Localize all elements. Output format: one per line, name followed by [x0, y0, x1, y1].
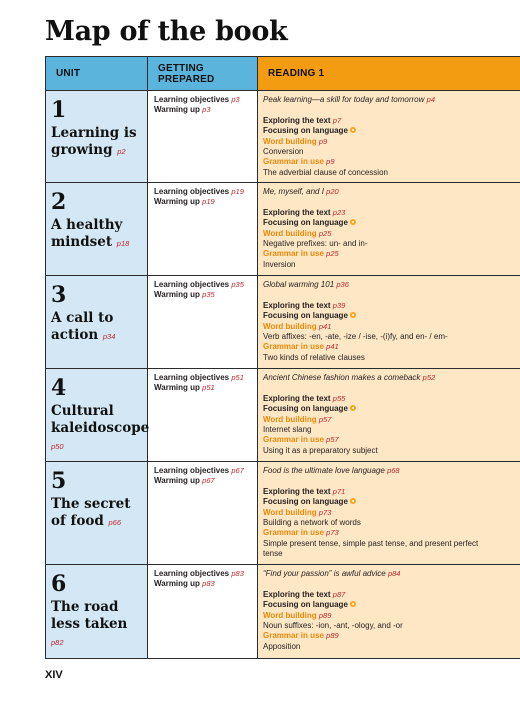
spacer	[263, 476, 517, 486]
reading-title: Me, myself, and I	[263, 187, 324, 196]
unit-cell	[46, 462, 148, 565]
header-reading-1: READING 1	[258, 57, 520, 91]
page-title: Map of the book	[45, 16, 288, 47]
reading-title-line	[263, 95, 517, 105]
grammar-page-ref: p9	[326, 157, 335, 167]
lo-page-ref: p35	[231, 280, 244, 289]
word-building-line	[263, 322, 517, 332]
unit-title-text: A call to action	[51, 310, 114, 343]
learning-objectives-label: Learning objectives	[154, 569, 230, 578]
learning-objectives-label: Learning objectives	[154, 187, 230, 196]
warming-up-line	[154, 476, 253, 486]
focusing-language-label: Focusing on language	[263, 218, 348, 228]
reading-page-ref: p36	[336, 280, 349, 289]
learning-objectives-line	[154, 280, 253, 290]
reading-page-ref: p4	[426, 95, 435, 104]
word-page-ref: p25	[318, 228, 332, 238]
reading-title-line	[263, 280, 517, 290]
focusing-language-line	[263, 218, 517, 228]
word-page-ref: p41	[318, 321, 332, 331]
unit-row	[46, 462, 520, 565]
reading-title: Food is the ultimate love language	[263, 466, 385, 475]
reading-cell	[258, 369, 520, 462]
unit-title	[51, 217, 143, 252]
table-header-row	[46, 57, 520, 91]
unit-number: 6	[51, 571, 67, 597]
word-building-item: Noun suffixes: -ion, -ant, -ology, and -or	[263, 621, 403, 631]
reading-page-ref: p84	[387, 569, 401, 578]
explore-page-ref: p39	[332, 300, 346, 310]
focusing-language-label: Focusing on language	[263, 126, 348, 136]
warming-up-label: Warming up	[154, 197, 200, 207]
focusing-language-label: Focusing on language	[263, 497, 348, 507]
reading-title: Global warming 101	[263, 280, 335, 289]
reading-cell	[258, 565, 520, 659]
spacer	[263, 579, 517, 589]
word-building-label: Word building	[263, 507, 317, 517]
grammar-page-ref: p41	[326, 342, 339, 352]
unit-title-text: The road less taken	[51, 599, 128, 632]
wu-page-ref: p83	[202, 579, 215, 589]
unit-cell	[46, 369, 148, 462]
prep-cell	[148, 565, 258, 659]
learning-objectives-line	[154, 373, 253, 383]
grammar-item: The adverbial clause of concession	[263, 167, 388, 177]
focusing-language-line	[263, 497, 517, 507]
exploring-text-label: Exploring the text	[263, 207, 331, 217]
warming-up-label: Warming up	[154, 105, 200, 115]
unit-title	[51, 403, 150, 455]
word-building-line	[263, 415, 517, 425]
grammar-page-ref: p73	[326, 528, 339, 538]
learning-objectives-line	[154, 95, 253, 105]
reading-title: Peak learning—a skill for today and tomorrow	[263, 95, 425, 104]
unit-cell	[46, 183, 148, 276]
unit-number: 1	[51, 97, 67, 123]
grammar-in-use-line	[263, 157, 517, 167]
unit-title	[51, 310, 143, 345]
exploring-text-label: Exploring the text	[263, 115, 331, 125]
exploring-text-line	[263, 590, 517, 600]
exploring-text-line	[263, 394, 517, 404]
unit-row	[46, 565, 520, 659]
grammar-page-ref: p57	[326, 435, 339, 445]
orange-dot-icon	[350, 219, 356, 225]
reading-cell	[258, 91, 520, 183]
explore-page-ref: p23	[332, 207, 346, 217]
focusing-language-label: Focusing on language	[263, 404, 348, 414]
exploring-text-line	[263, 116, 517, 126]
warming-up-line	[154, 579, 253, 589]
explore-page-ref: p7	[332, 115, 342, 125]
grammar-in-use-label: Grammar in use	[263, 528, 324, 538]
grammar-page-ref: p25	[326, 249, 339, 259]
wu-page-ref: p35	[202, 290, 215, 300]
unit-row	[46, 91, 520, 183]
spacer	[263, 383, 517, 393]
warming-up-line	[154, 383, 253, 393]
unit-title	[51, 496, 143, 531]
exploring-text-line	[263, 487, 517, 497]
lo-page-ref: p67	[231, 466, 244, 475]
word-building-item: Negative prefixes: un- and in-	[263, 239, 368, 249]
grammar-in-use-line	[263, 631, 517, 641]
grammar-in-use-label: Grammar in use	[263, 435, 324, 445]
reading-page-ref: p20	[326, 187, 339, 196]
word-page-ref: p57	[318, 414, 332, 424]
unit-cell	[46, 565, 148, 659]
lo-page-ref: p3	[231, 95, 240, 104]
grammar-in-use-line	[263, 528, 517, 538]
exploring-text-label: Exploring the text	[263, 300, 331, 310]
prep-cell	[148, 462, 258, 565]
word-building-item: Building a network of words	[263, 518, 361, 528]
warming-up-line	[154, 105, 253, 115]
unit-number: 3	[51, 282, 67, 308]
header-getting-prepared: GETTING PREPARED	[148, 57, 258, 91]
word-page-ref: p73	[318, 507, 332, 517]
unit-title	[51, 599, 143, 651]
word-building-label: Word building	[263, 321, 317, 331]
reading-cell	[258, 183, 520, 276]
word-building-line	[263, 508, 517, 518]
learning-objectives-label: Learning objectives	[154, 466, 230, 475]
map-table	[45, 56, 520, 659]
header-unit: UNIT	[46, 57, 148, 91]
grammar-item: Apposition	[263, 641, 301, 651]
prep-cell	[148, 183, 258, 276]
unit-page-ref: p66	[108, 518, 121, 527]
unit-number: 5	[51, 468, 67, 494]
page-number: XIV	[45, 669, 63, 681]
wu-page-ref: p67	[202, 476, 215, 486]
unit-page-ref: p50	[51, 442, 64, 451]
spacer	[263, 290, 517, 300]
learning-objectives-label: Learning objectives	[154, 280, 230, 289]
wu-page-ref: p3	[202, 105, 211, 115]
learning-objectives-label: Learning objectives	[154, 373, 230, 382]
unit-page-ref: p82	[51, 638, 64, 647]
grammar-in-use-label: Grammar in use	[263, 631, 324, 641]
reading-page-ref: p52	[422, 373, 436, 382]
reading-cell	[258, 276, 520, 369]
focusing-language-label: Focusing on language	[263, 600, 348, 610]
word-building-label: Word building	[263, 610, 317, 620]
learning-objectives-line	[154, 466, 253, 476]
unit-number: 4	[51, 375, 67, 401]
grammar-item: tense	[263, 549, 283, 559]
word-building-line	[263, 229, 517, 239]
focusing-language-label: Focusing on language	[263, 311, 348, 321]
orange-dot-icon	[350, 127, 356, 133]
reading-title-line	[263, 373, 517, 383]
warming-up-label: Warming up	[154, 476, 200, 486]
reading-cell	[258, 462, 520, 565]
exploring-text-line	[263, 301, 517, 311]
grammar-item: Inversion	[263, 259, 296, 269]
unit-page-ref: p34	[102, 332, 116, 341]
reading-title-line	[263, 187, 517, 197]
orange-dot-icon	[350, 405, 356, 411]
focusing-language-line	[263, 311, 517, 321]
focusing-language-line	[263, 126, 517, 136]
word-building-item: Verb affixes: -en, -ate, -ize / -ise, -(i)fy, and en- / em-	[263, 332, 448, 342]
reading-page-ref: p68	[387, 466, 400, 475]
grammar-item: Using it as a preparatory subject	[263, 445, 378, 455]
grammar-item: Simple present tense, simple past tense, and present perfect	[263, 538, 479, 548]
unit-cell	[46, 276, 148, 369]
grammar-in-use-line	[263, 342, 517, 352]
focusing-language-line	[263, 600, 517, 610]
unit-number: 2	[51, 189, 67, 215]
focusing-language-line	[263, 404, 517, 414]
exploring-text-label: Exploring the text	[263, 486, 331, 496]
unit-page-ref: p18	[116, 239, 130, 248]
learning-objectives-line	[154, 187, 253, 197]
orange-dot-icon	[350, 601, 356, 607]
grammar-in-use-label: Grammar in use	[263, 157, 324, 167]
word-building-label: Word building	[263, 414, 317, 424]
unit-title-text: Learning is growing	[51, 125, 137, 158]
explore-page-ref: p55	[332, 393, 346, 403]
unit-row	[46, 369, 520, 462]
reading-title: Ancient Chinese fashion makes a comeback	[263, 373, 421, 382]
lo-page-ref: p19	[231, 187, 244, 196]
grammar-page-ref: p89	[326, 631, 339, 641]
unit-title-text: The secret of food	[51, 496, 131, 529]
lo-page-ref: p51	[231, 373, 244, 382]
grammar-in-use-label: Grammar in use	[263, 249, 324, 259]
word-page-ref: p9	[318, 136, 328, 146]
grammar-item: Two kinds of relative clauses	[263, 352, 365, 362]
exploring-text-label: Exploring the text	[263, 589, 331, 599]
unit-title-text: Cultural kaleidoscope	[51, 403, 150, 436]
word-building-line	[263, 137, 517, 147]
grammar-in-use-label: Grammar in use	[263, 342, 324, 352]
word-building-label: Word building	[263, 228, 317, 238]
wu-page-ref: p51	[202, 383, 215, 393]
warming-up-label: Warming up	[154, 383, 200, 393]
exploring-text-label: Exploring the text	[263, 393, 331, 403]
learning-objectives-label: Learning objectives	[154, 95, 230, 104]
unit-title	[51, 125, 143, 160]
prep-cell	[148, 369, 258, 462]
unit-cell	[46, 91, 148, 183]
warming-up-line	[154, 290, 253, 300]
explore-page-ref: p71	[332, 486, 346, 496]
prep-cell	[148, 91, 258, 183]
lo-page-ref: p83	[231, 569, 244, 578]
warming-up-label: Warming up	[154, 290, 200, 300]
prep-cell	[148, 276, 258, 369]
word-building-line	[263, 611, 517, 621]
grammar-in-use-line	[263, 249, 517, 259]
explore-page-ref: p87	[332, 589, 346, 599]
reading-title-line	[263, 466, 517, 476]
unit-row	[46, 183, 520, 276]
unit-row	[46, 276, 520, 369]
wu-page-ref: p19	[202, 197, 215, 207]
spacer	[263, 105, 517, 115]
reading-title: “Find your passion” is awful advice	[263, 569, 386, 578]
word-page-ref: p89	[318, 610, 332, 620]
unit-page-ref: p2	[117, 147, 126, 156]
reading-title-line	[263, 569, 517, 579]
word-building-label: Word building	[263, 136, 317, 146]
unit-title-text: A healthy mindset	[51, 217, 123, 250]
learning-objectives-line	[154, 569, 253, 579]
word-building-item: Internet slang	[263, 425, 312, 435]
spacer	[263, 197, 517, 207]
warming-up-label: Warming up	[154, 579, 200, 589]
grammar-in-use-line	[263, 435, 517, 445]
orange-dot-icon	[350, 498, 356, 504]
orange-dot-icon	[350, 312, 356, 318]
word-building-item: Conversion	[263, 147, 304, 157]
exploring-text-line	[263, 208, 517, 218]
warming-up-line	[154, 197, 253, 207]
